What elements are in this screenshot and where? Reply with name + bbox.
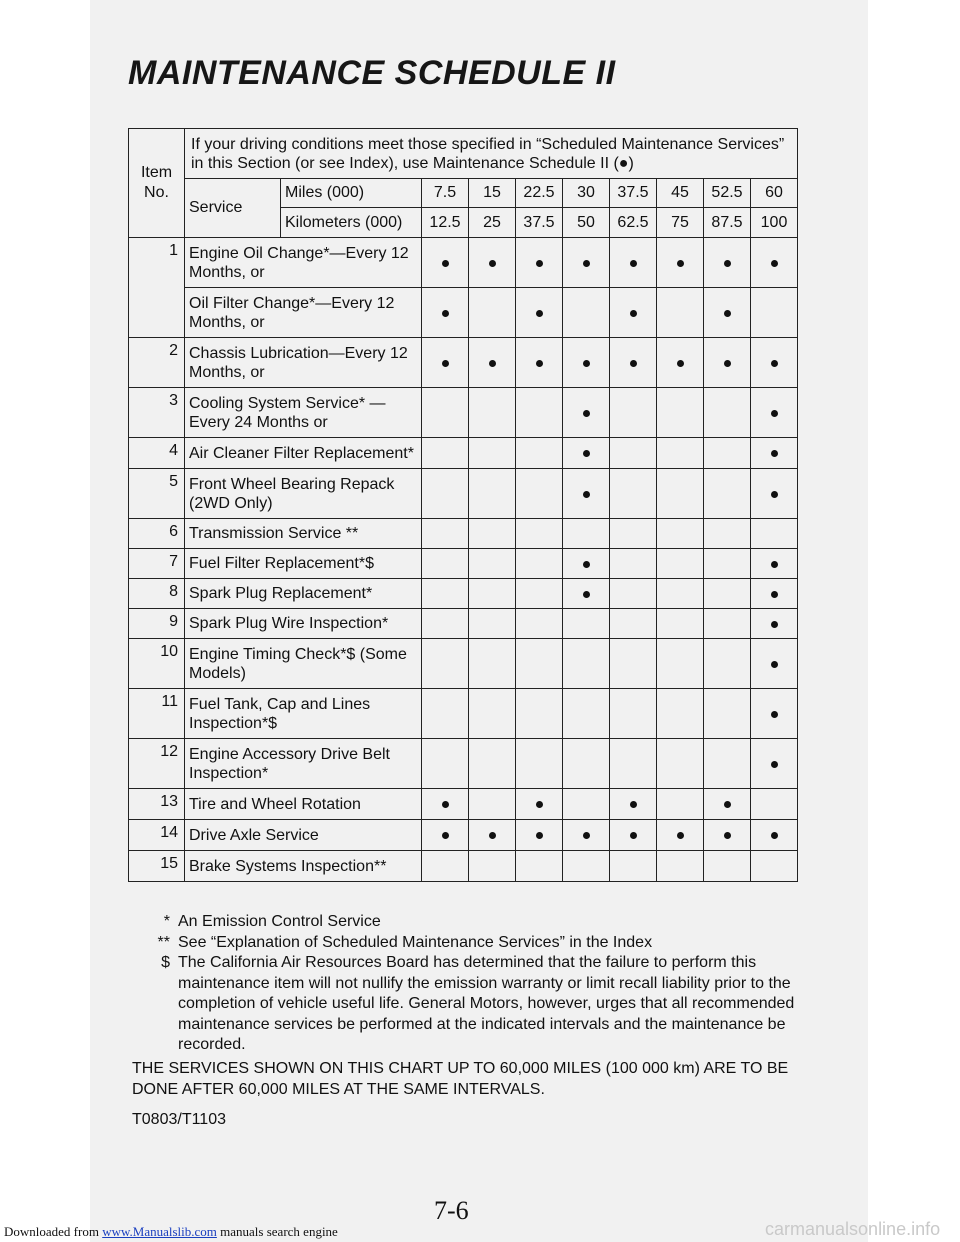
interval-cell xyxy=(563,519,610,549)
table-row xyxy=(129,238,798,288)
service-name: Engine Accessory Drive Belt Inspection* xyxy=(185,739,422,789)
km-value: 62.5 xyxy=(610,208,657,238)
service-due-dot xyxy=(630,801,637,808)
footnote xyxy=(132,953,802,1056)
interval-cell xyxy=(751,689,798,739)
schedule-body xyxy=(129,238,798,882)
interval-cell xyxy=(657,609,704,639)
interval-cell xyxy=(704,438,751,469)
interval-cell xyxy=(469,820,516,851)
service-due-dot xyxy=(677,360,684,367)
interval-cell xyxy=(704,549,751,579)
interval-cell xyxy=(422,689,469,739)
service-due-dot xyxy=(677,260,684,267)
service-due-dot xyxy=(489,832,496,839)
item-number: 13 xyxy=(129,789,185,820)
service-due-dot xyxy=(536,832,543,839)
interval-cell xyxy=(610,549,657,579)
service-name: Cooling System Service* —Every 24 Months or xyxy=(185,388,422,438)
km-value: 12.5 xyxy=(422,208,469,238)
interval-cell xyxy=(610,338,657,388)
table-row xyxy=(129,388,798,438)
interval-cell xyxy=(751,739,798,789)
interval-cell xyxy=(610,288,657,338)
interval-cell xyxy=(610,820,657,851)
interval-cell xyxy=(422,789,469,820)
interval-cell xyxy=(563,689,610,739)
item-number: 2 xyxy=(129,338,185,388)
table-row xyxy=(129,469,798,519)
interval-cell xyxy=(516,549,563,579)
miles-value: 7.5 xyxy=(422,179,469,208)
interval-cell xyxy=(422,820,469,851)
interval-cell xyxy=(751,639,798,689)
interval-cell xyxy=(563,739,610,789)
service-due-dot xyxy=(724,801,731,808)
service-due-dot xyxy=(724,310,731,317)
km-value: 50 xyxy=(563,208,610,238)
interval-cell xyxy=(422,739,469,789)
service-due-dot xyxy=(536,801,543,808)
service-due-dot xyxy=(630,310,637,317)
table-row xyxy=(129,438,798,469)
footnote xyxy=(132,912,802,933)
interval-cell xyxy=(422,469,469,519)
interval-cell xyxy=(422,438,469,469)
km-value: 37.5 xyxy=(516,208,563,238)
service-name: Brake Systems Inspection** xyxy=(185,851,422,882)
interval-cell xyxy=(751,549,798,579)
service-due-dot xyxy=(677,832,684,839)
interval-cell xyxy=(704,288,751,338)
interval-cell xyxy=(469,438,516,469)
interval-cell xyxy=(516,579,563,609)
interval-cell xyxy=(469,609,516,639)
interval-cell xyxy=(657,639,704,689)
table-row xyxy=(129,549,798,579)
table-row xyxy=(129,689,798,739)
interval-cell xyxy=(469,469,516,519)
interval-cell xyxy=(469,238,516,288)
service-due-dot xyxy=(771,260,778,267)
interval-cell xyxy=(657,338,704,388)
interval-cell xyxy=(704,739,751,789)
interval-cell xyxy=(563,338,610,388)
interval-cell xyxy=(516,689,563,739)
interval-cell xyxy=(516,609,563,639)
interval-cell xyxy=(469,851,516,882)
interval-cell xyxy=(657,789,704,820)
km-value: 100 xyxy=(751,208,798,238)
interval-cell xyxy=(751,438,798,469)
service-due-dot xyxy=(583,561,590,568)
service-name: Spark Plug Replacement* xyxy=(185,579,422,609)
watermark: carmanualsonline.info xyxy=(765,1219,941,1239)
interval-cell xyxy=(751,609,798,639)
interval-cell xyxy=(704,579,751,609)
miles-value: 22.5 xyxy=(516,179,563,208)
interval-cell xyxy=(751,519,798,549)
footnotes xyxy=(132,912,802,1130)
interval-cell xyxy=(516,820,563,851)
service-name: Transmission Service ** xyxy=(185,519,422,549)
miles-value: 52.5 xyxy=(704,179,751,208)
footnote-text: The California Air Resources Board has determined that the failure to perform this maintenance item will not nullify the emission warranty or limit recall liability prior to the completion of vehicle useful life. General Motors, however, urges that all recommended maintenance services be performed at the indicated intervals and the maintenance be recorded. xyxy=(178,954,795,1053)
interval-cell xyxy=(751,789,798,820)
interval-cell xyxy=(469,689,516,739)
service-due-dot xyxy=(771,832,778,839)
service-due-dot xyxy=(771,621,778,628)
service-due-dot xyxy=(442,801,449,808)
service-due-dot xyxy=(583,491,590,498)
interval-cell xyxy=(563,820,610,851)
service-due-dot xyxy=(630,260,637,267)
service-due-dot xyxy=(771,561,778,568)
interval-cell xyxy=(657,851,704,882)
interval-cell xyxy=(516,739,563,789)
item-number: 11 xyxy=(129,689,185,739)
closing-note: THE SERVICES SHOWN ON THIS CHART UP TO 60,000 MILES (100 000 km) ARE TO BE DONE AFTER 60,000 MILES AT THE SAME INTERVALS. xyxy=(132,1059,789,1098)
interval-cell xyxy=(516,789,563,820)
service-due-dot xyxy=(724,260,731,267)
service-due-dot xyxy=(489,360,496,367)
item-number: 3 xyxy=(129,388,185,438)
footer-suffix: manuals search engine xyxy=(216,1224,338,1239)
interval-cell xyxy=(422,519,469,549)
item-number: 8 xyxy=(129,579,185,609)
interval-cell xyxy=(422,639,469,689)
interval-cell xyxy=(610,609,657,639)
item-number: 5 xyxy=(129,469,185,519)
interval-cell xyxy=(751,388,798,438)
service-due-dot xyxy=(771,711,778,718)
interval-cell xyxy=(516,338,563,388)
interval-cell xyxy=(657,820,704,851)
interval-cell xyxy=(469,579,516,609)
interval-cell xyxy=(563,388,610,438)
table-row xyxy=(129,739,798,789)
item-number: 14 xyxy=(129,820,185,851)
interval-cell xyxy=(422,579,469,609)
interval-cell xyxy=(563,609,610,639)
interval-cell xyxy=(704,851,751,882)
interval-cell xyxy=(516,851,563,882)
interval-cell xyxy=(704,388,751,438)
service-due-dot xyxy=(583,591,590,598)
service-name: Tire and Wheel Rotation xyxy=(185,789,422,820)
service-name: Spark Plug Wire Inspection* xyxy=(185,609,422,639)
interval-cell xyxy=(704,519,751,549)
interval-cell xyxy=(563,789,610,820)
table-row xyxy=(129,851,798,882)
service-name: Fuel Tank, Cap and Lines Inspection*$ xyxy=(185,689,422,739)
interval-cell xyxy=(563,851,610,882)
footer-prefix: Downloaded from xyxy=(4,1224,103,1239)
service-due-dot xyxy=(583,832,590,839)
interval-cell xyxy=(751,579,798,609)
interval-cell xyxy=(610,238,657,288)
page-number: 7-6 xyxy=(434,1196,469,1225)
page-title: MAINTENANCE SCHEDULE II xyxy=(128,54,616,92)
service-due-dot xyxy=(630,832,637,839)
interval-cell xyxy=(657,739,704,789)
interval-cell xyxy=(469,789,516,820)
interval-cell xyxy=(469,639,516,689)
interval-cell xyxy=(704,820,751,851)
interval-cell xyxy=(422,549,469,579)
footnote-text: An Emission Control Service xyxy=(178,913,381,930)
interval-cell xyxy=(422,609,469,639)
item-no-header: Item No. xyxy=(129,129,185,238)
item-number: 10 xyxy=(129,639,185,689)
service-due-dot xyxy=(536,360,543,367)
item-number xyxy=(129,288,185,338)
table-row xyxy=(129,609,798,639)
item-number: 7 xyxy=(129,549,185,579)
interval-cell xyxy=(516,639,563,689)
km-label: Kilometers (000) xyxy=(281,208,422,238)
interval-cell xyxy=(704,689,751,739)
interval-cell xyxy=(610,469,657,519)
miles-label: Miles (000) xyxy=(281,179,422,208)
service-due-dot xyxy=(536,260,543,267)
interval-cell xyxy=(563,469,610,519)
interval-cell xyxy=(516,288,563,338)
footnote-text: See “Explanation of Scheduled Maintenance Services” in the Index xyxy=(178,933,653,951)
manualslib-link[interactable]: www.Manualslib.com xyxy=(102,1224,217,1239)
table-row xyxy=(129,288,798,338)
service-due-dot xyxy=(442,832,449,839)
interval-cell xyxy=(563,639,610,689)
table-row xyxy=(129,579,798,609)
interval-cell xyxy=(610,388,657,438)
table-row xyxy=(129,519,798,549)
km-value: 75 xyxy=(657,208,704,238)
service-due-dot xyxy=(724,360,731,367)
interval-cell xyxy=(422,851,469,882)
table-row xyxy=(129,338,798,388)
interval-cell xyxy=(469,388,516,438)
interval-cell xyxy=(610,519,657,549)
service-due-dot xyxy=(771,360,778,367)
service-name: Drive Axle Service xyxy=(185,820,422,851)
interval-cell xyxy=(751,851,798,882)
interval-cell xyxy=(422,288,469,338)
interval-cell xyxy=(516,519,563,549)
table-row xyxy=(129,639,798,689)
item-number: 6 xyxy=(129,519,185,549)
footnote xyxy=(132,933,802,954)
miles-value: 30 xyxy=(563,179,610,208)
service-header: Service xyxy=(185,179,281,238)
interval-cell xyxy=(751,238,798,288)
interval-cell xyxy=(751,820,798,851)
schedule-intro: If your driving conditions meet those specified in “Scheduled Maintenance Services” in this Section (or see Index), use Maintenance Schedule II (●) xyxy=(185,129,798,179)
service-name: Engine Oil Change*—Every 12 Months, or xyxy=(185,238,422,288)
service-name: Engine Timing Check*$ (Some Models) xyxy=(185,639,422,689)
interval-cell xyxy=(563,579,610,609)
interval-cell xyxy=(610,438,657,469)
interval-cell xyxy=(657,689,704,739)
miles-value: 15 xyxy=(469,179,516,208)
interval-cell xyxy=(751,338,798,388)
service-due-dot xyxy=(442,360,449,367)
interval-cell xyxy=(469,338,516,388)
interval-cell xyxy=(704,469,751,519)
interval-cell xyxy=(657,438,704,469)
interval-cell xyxy=(469,549,516,579)
interval-cell xyxy=(610,579,657,609)
interval-cell xyxy=(657,469,704,519)
interval-cell xyxy=(657,579,704,609)
interval-cell xyxy=(610,851,657,882)
footnote-mark: ** xyxy=(157,933,170,951)
interval-cell xyxy=(657,238,704,288)
interval-cell xyxy=(610,789,657,820)
interval-cell xyxy=(469,739,516,789)
service-due-dot xyxy=(771,410,778,417)
table-row xyxy=(129,789,798,820)
service-due-dot xyxy=(771,661,778,668)
service-due-dot xyxy=(489,260,496,267)
interval-cell xyxy=(516,438,563,469)
service-name: Front Wheel Bearing Repack (2WD Only) xyxy=(185,469,422,519)
service-due-dot xyxy=(771,591,778,598)
service-due-dot xyxy=(583,450,590,457)
item-number: 9 xyxy=(129,609,185,639)
service-due-dot xyxy=(771,761,778,768)
interval-cell xyxy=(704,238,751,288)
service-name: Oil Filter Change*—Every 12 Months, or xyxy=(185,288,422,338)
interval-cell xyxy=(422,388,469,438)
item-number: 15 xyxy=(129,851,185,882)
km-value: 25 xyxy=(469,208,516,238)
item-number: 4 xyxy=(129,438,185,469)
service-due-dot xyxy=(724,832,731,839)
interval-cell xyxy=(751,469,798,519)
service-name: Air Cleaner Filter Replacement* xyxy=(185,438,422,469)
interval-cell xyxy=(704,609,751,639)
document-code: T0803/T1103 xyxy=(132,1110,226,1128)
km-value: 87.5 xyxy=(704,208,751,238)
service-due-dot xyxy=(442,260,449,267)
interval-cell xyxy=(516,469,563,519)
item-number: 12 xyxy=(129,739,185,789)
service-name: Chassis Lubrication—Every 12 Months, or xyxy=(185,338,422,388)
interval-cell xyxy=(610,739,657,789)
miles-value: 45 xyxy=(657,179,704,208)
interval-cell xyxy=(751,288,798,338)
interval-cell xyxy=(657,288,704,338)
interval-cell xyxy=(563,438,610,469)
service-due-dot xyxy=(630,360,637,367)
interval-cell xyxy=(469,519,516,549)
interval-cell xyxy=(610,639,657,689)
maintenance-schedule-table xyxy=(128,128,798,882)
service-due-dot xyxy=(442,310,449,317)
interval-cell xyxy=(610,689,657,739)
interval-cell xyxy=(516,388,563,438)
interval-cell xyxy=(704,639,751,689)
download-footer xyxy=(4,1224,338,1240)
interval-cell xyxy=(422,338,469,388)
miles-value: 37.5 xyxy=(610,179,657,208)
miles-value: 60 xyxy=(751,179,798,208)
service-due-dot xyxy=(583,260,590,267)
footnote-mark: $ xyxy=(161,954,170,971)
interval-cell xyxy=(563,549,610,579)
service-due-dot xyxy=(771,491,778,498)
interval-cell xyxy=(563,238,610,288)
service-due-dot xyxy=(583,410,590,417)
interval-cell xyxy=(657,388,704,438)
service-due-dot xyxy=(583,360,590,367)
service-due-dot xyxy=(536,310,543,317)
table-row xyxy=(129,820,798,851)
interval-cell xyxy=(657,519,704,549)
service-due-dot xyxy=(771,450,778,457)
interval-cell xyxy=(516,238,563,288)
service-name: Fuel Filter Replacement*$ xyxy=(185,549,422,579)
footnote-mark: * xyxy=(163,913,170,930)
interval-cell xyxy=(704,789,751,820)
interval-cell xyxy=(704,338,751,388)
item-number: 1 xyxy=(129,238,185,288)
interval-cell xyxy=(657,549,704,579)
interval-cell xyxy=(422,238,469,288)
interval-cell xyxy=(469,288,516,338)
interval-cell xyxy=(563,288,610,338)
